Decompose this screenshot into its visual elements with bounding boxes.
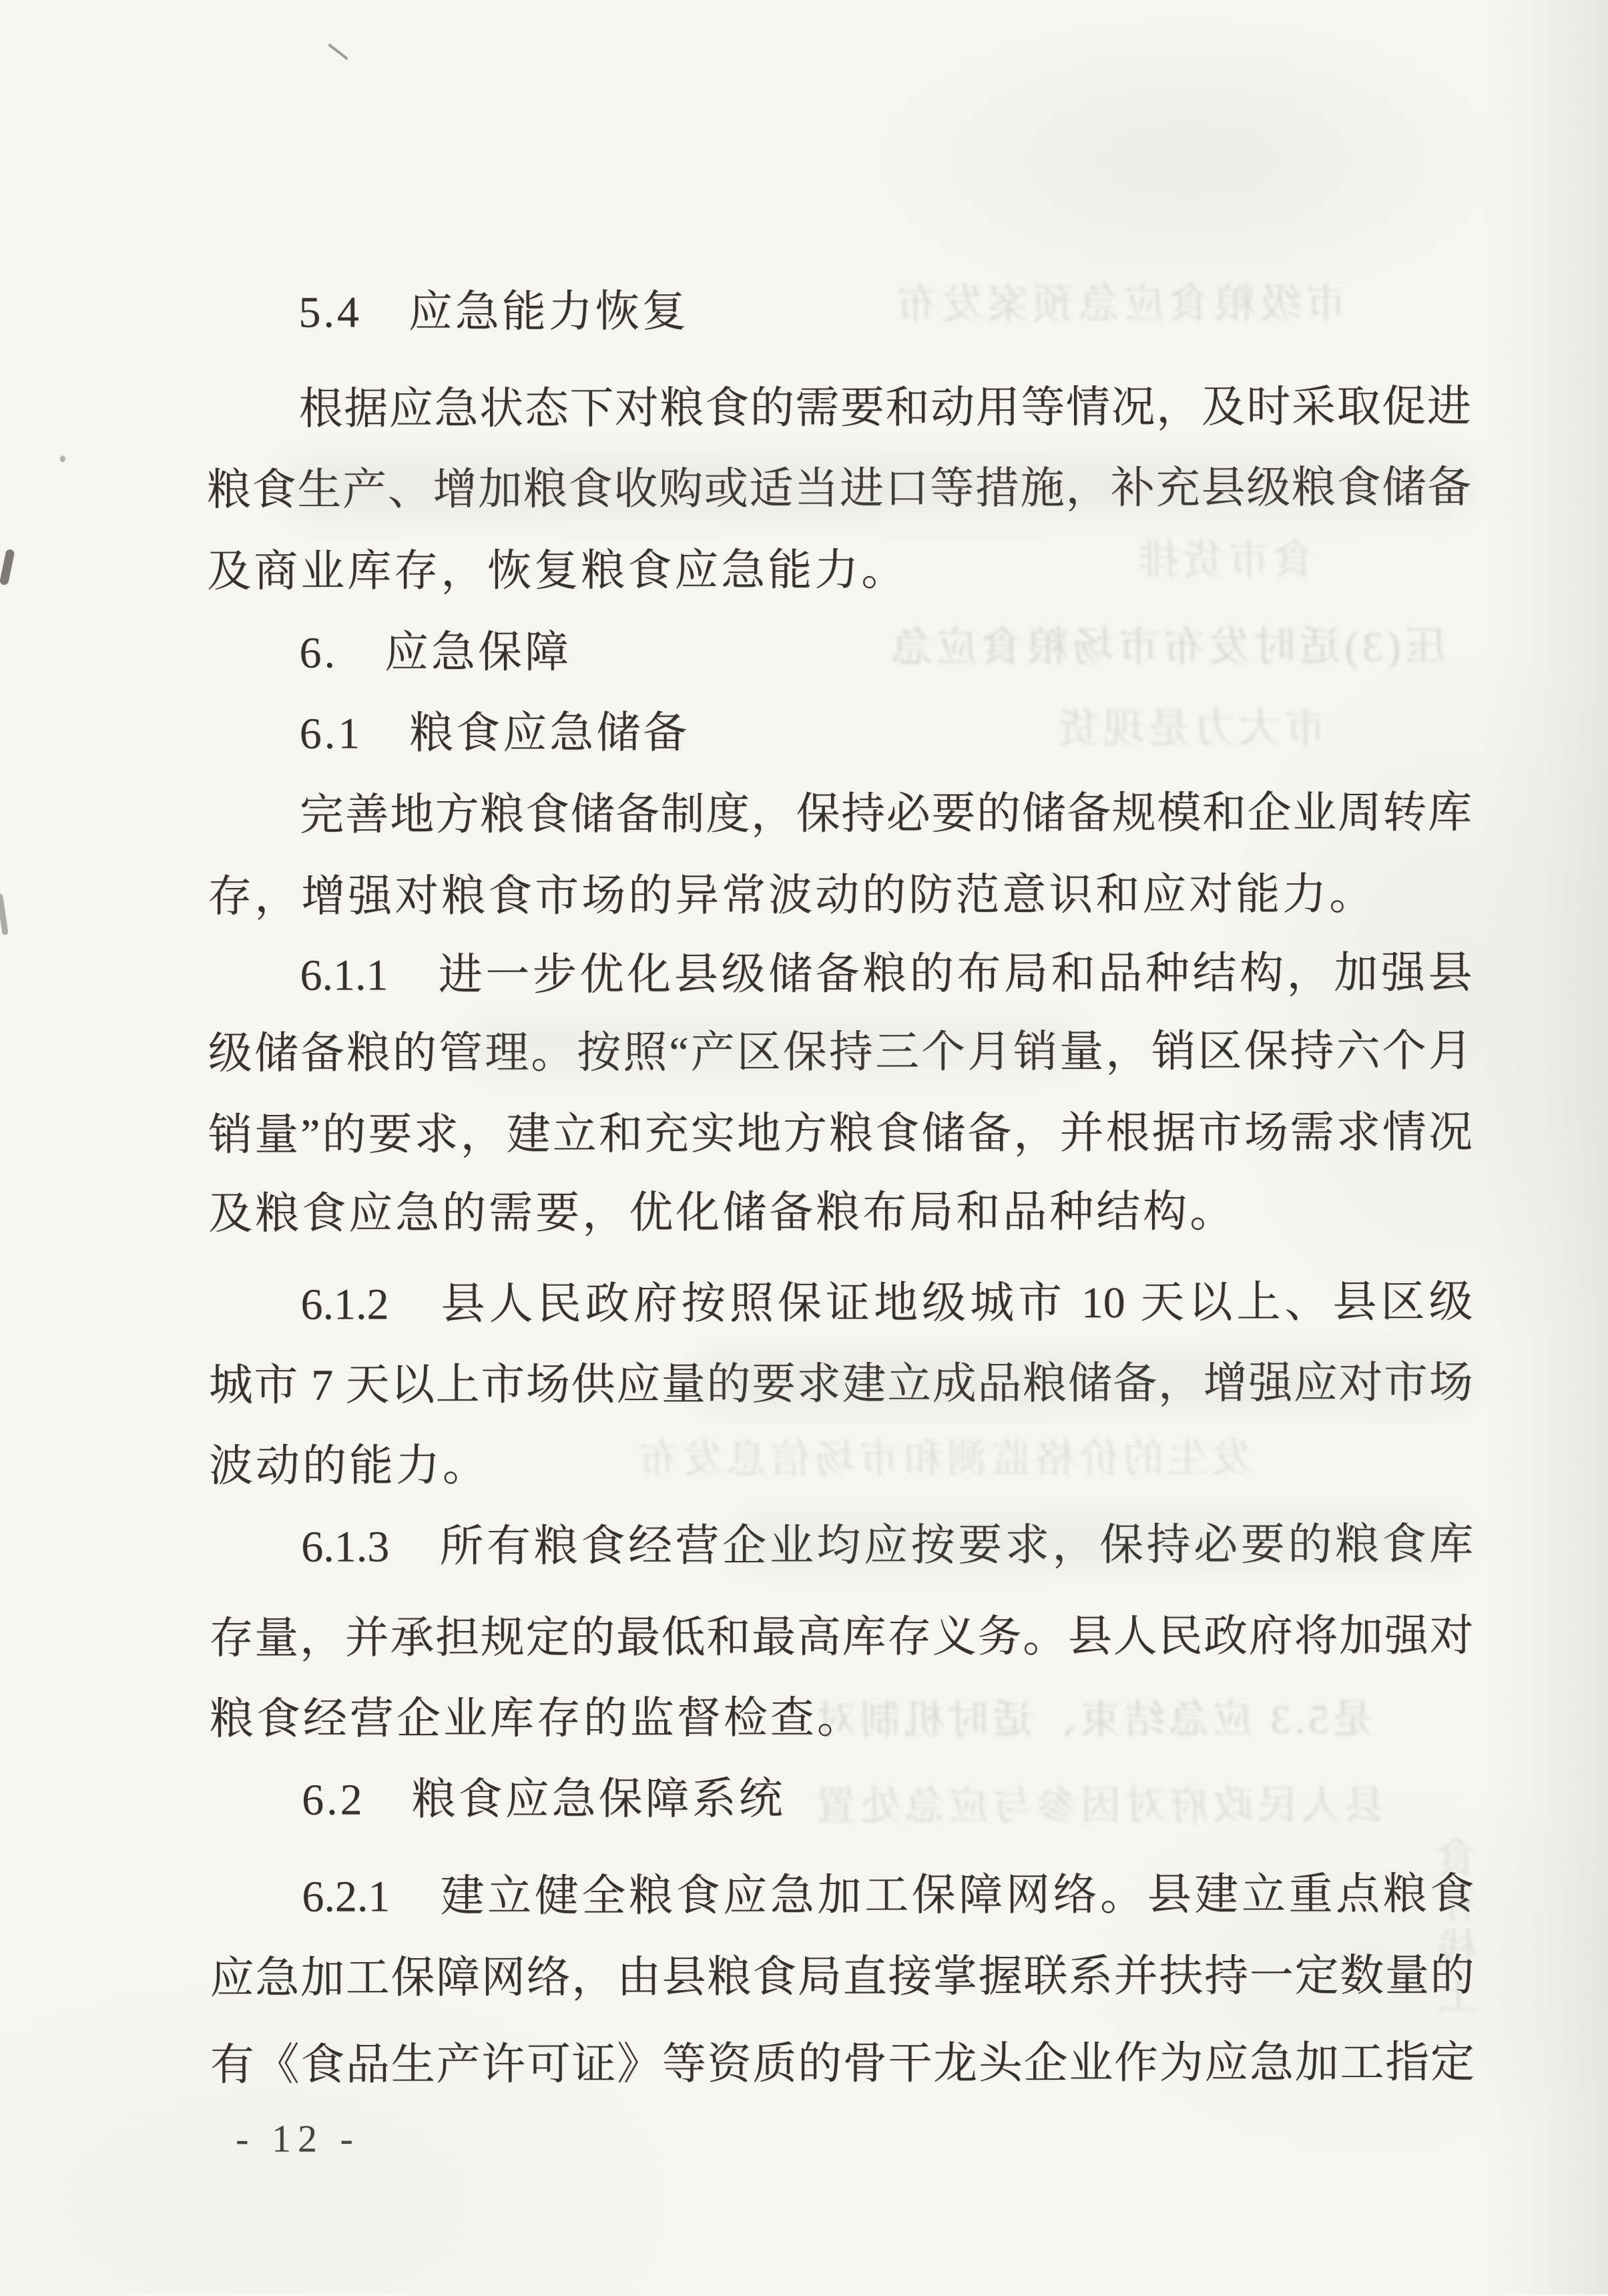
scan-artifact [328,43,348,60]
text-line: 应急加工保障网络，由县粮食局直接掌握联系并扶持一定数量的 [210,1951,1475,2003]
scan-artifact [60,455,65,462]
section-heading-6-2: 6.2 粮食应急保障系统 [301,1775,786,1825]
text-line: 级储备粮的管理。按照“产区保持三个月销量，销区保持六个月 [208,1026,1472,1078]
scan-artifact [0,893,9,935]
text-line: 及商业库存，恢复粮食应急能力。 [207,545,908,596]
bleedthrough-text: 市大力是现货 [1053,706,1326,752]
bleedthrough-text: 市级粮食应急预案发布 [892,281,1347,328]
text-line: 存，增强对粮食市场的异常波动的防范意识和应对能力。 [208,870,1376,921]
text-line: 波动的能力。 [208,1441,490,1491]
text-line: 粮食经营企业库存的监督检查。 [209,1693,864,1744]
text-line: 完善地方粮食储备制度，保持必要的储备规模和企业周转库 [299,788,1472,840]
section-heading-6-1-1: 6.1.1 进一步优化县级储备粮的布局和品种结构，加强县 [300,948,1472,1000]
text-line: 有《食品生产许可证》等资质的骨干龙头企业作为应急加工指定 [210,2038,1475,2090]
section-heading-6-1-3: 6.1.3 所有粮食经营企业均应按要求，保持必要的粮食库 [301,1520,1474,1572]
section-heading-6-1-2: 6.1.2 县人民政府按照保证地级城市 10 天以上、县区级 [300,1277,1473,1329]
bleedthrough-text: 压(3)适时发布市场粮食应急 [886,624,1446,671]
text-line: 存量，并承担规定的最低和最高库存义务。县人民政府将加强对 [209,1611,1474,1663]
scan-shade [735,1513,1469,1572]
bleedthrough-text: 县人民政府对因参与应急处置 [812,1783,1386,1829]
bleedthrough-text: 发生的价格监测和市场信息发布 [634,1436,1252,1482]
scan-shade [695,1351,1476,1410]
page-number: - 12 - [236,2116,360,2160]
text-line: 粮食生产、增加粮食收购或适当进口等措施，补充县级粮食储备 [206,463,1472,515]
section-heading-6-1: 6.1 粮食应急储备 [299,708,690,758]
section-heading-5-4: 5.4 应急能力恢复 [298,287,689,337]
section-heading-6: 6. 应急保障 [299,628,572,678]
bleedthrough-text: 食存栈上 [1438,1835,1485,2018]
section-heading-6-2-1: 6.2.1 建立健全粮食应急加工保障网络。县建立重点粮食 [302,1869,1475,1921]
text-line: 及粮食应急的需要，优化储备粮布局和品种结构。 [208,1187,1237,1238]
text-line: 销量”的要求，建立和充实地方粮食储备，并根据市场需求情况 [208,1108,1473,1160]
text-line: 城市 7 天以上市场供应量的要求建立成品粮储备，增强应对市场 [208,1358,1473,1410]
text-line: 根据应急状态下对粮食的需要和动用等情况，及时采取促进 [298,382,1471,434]
scan-artifact [0,549,15,586]
scan-shade [467,1019,1081,1074]
scan-shade [286,457,1474,517]
bleedthrough-text: 是5.3 应急结束、适时机制对 [812,1697,1373,1743]
bleedthrough-text: 食市货排 [1133,537,1316,584]
